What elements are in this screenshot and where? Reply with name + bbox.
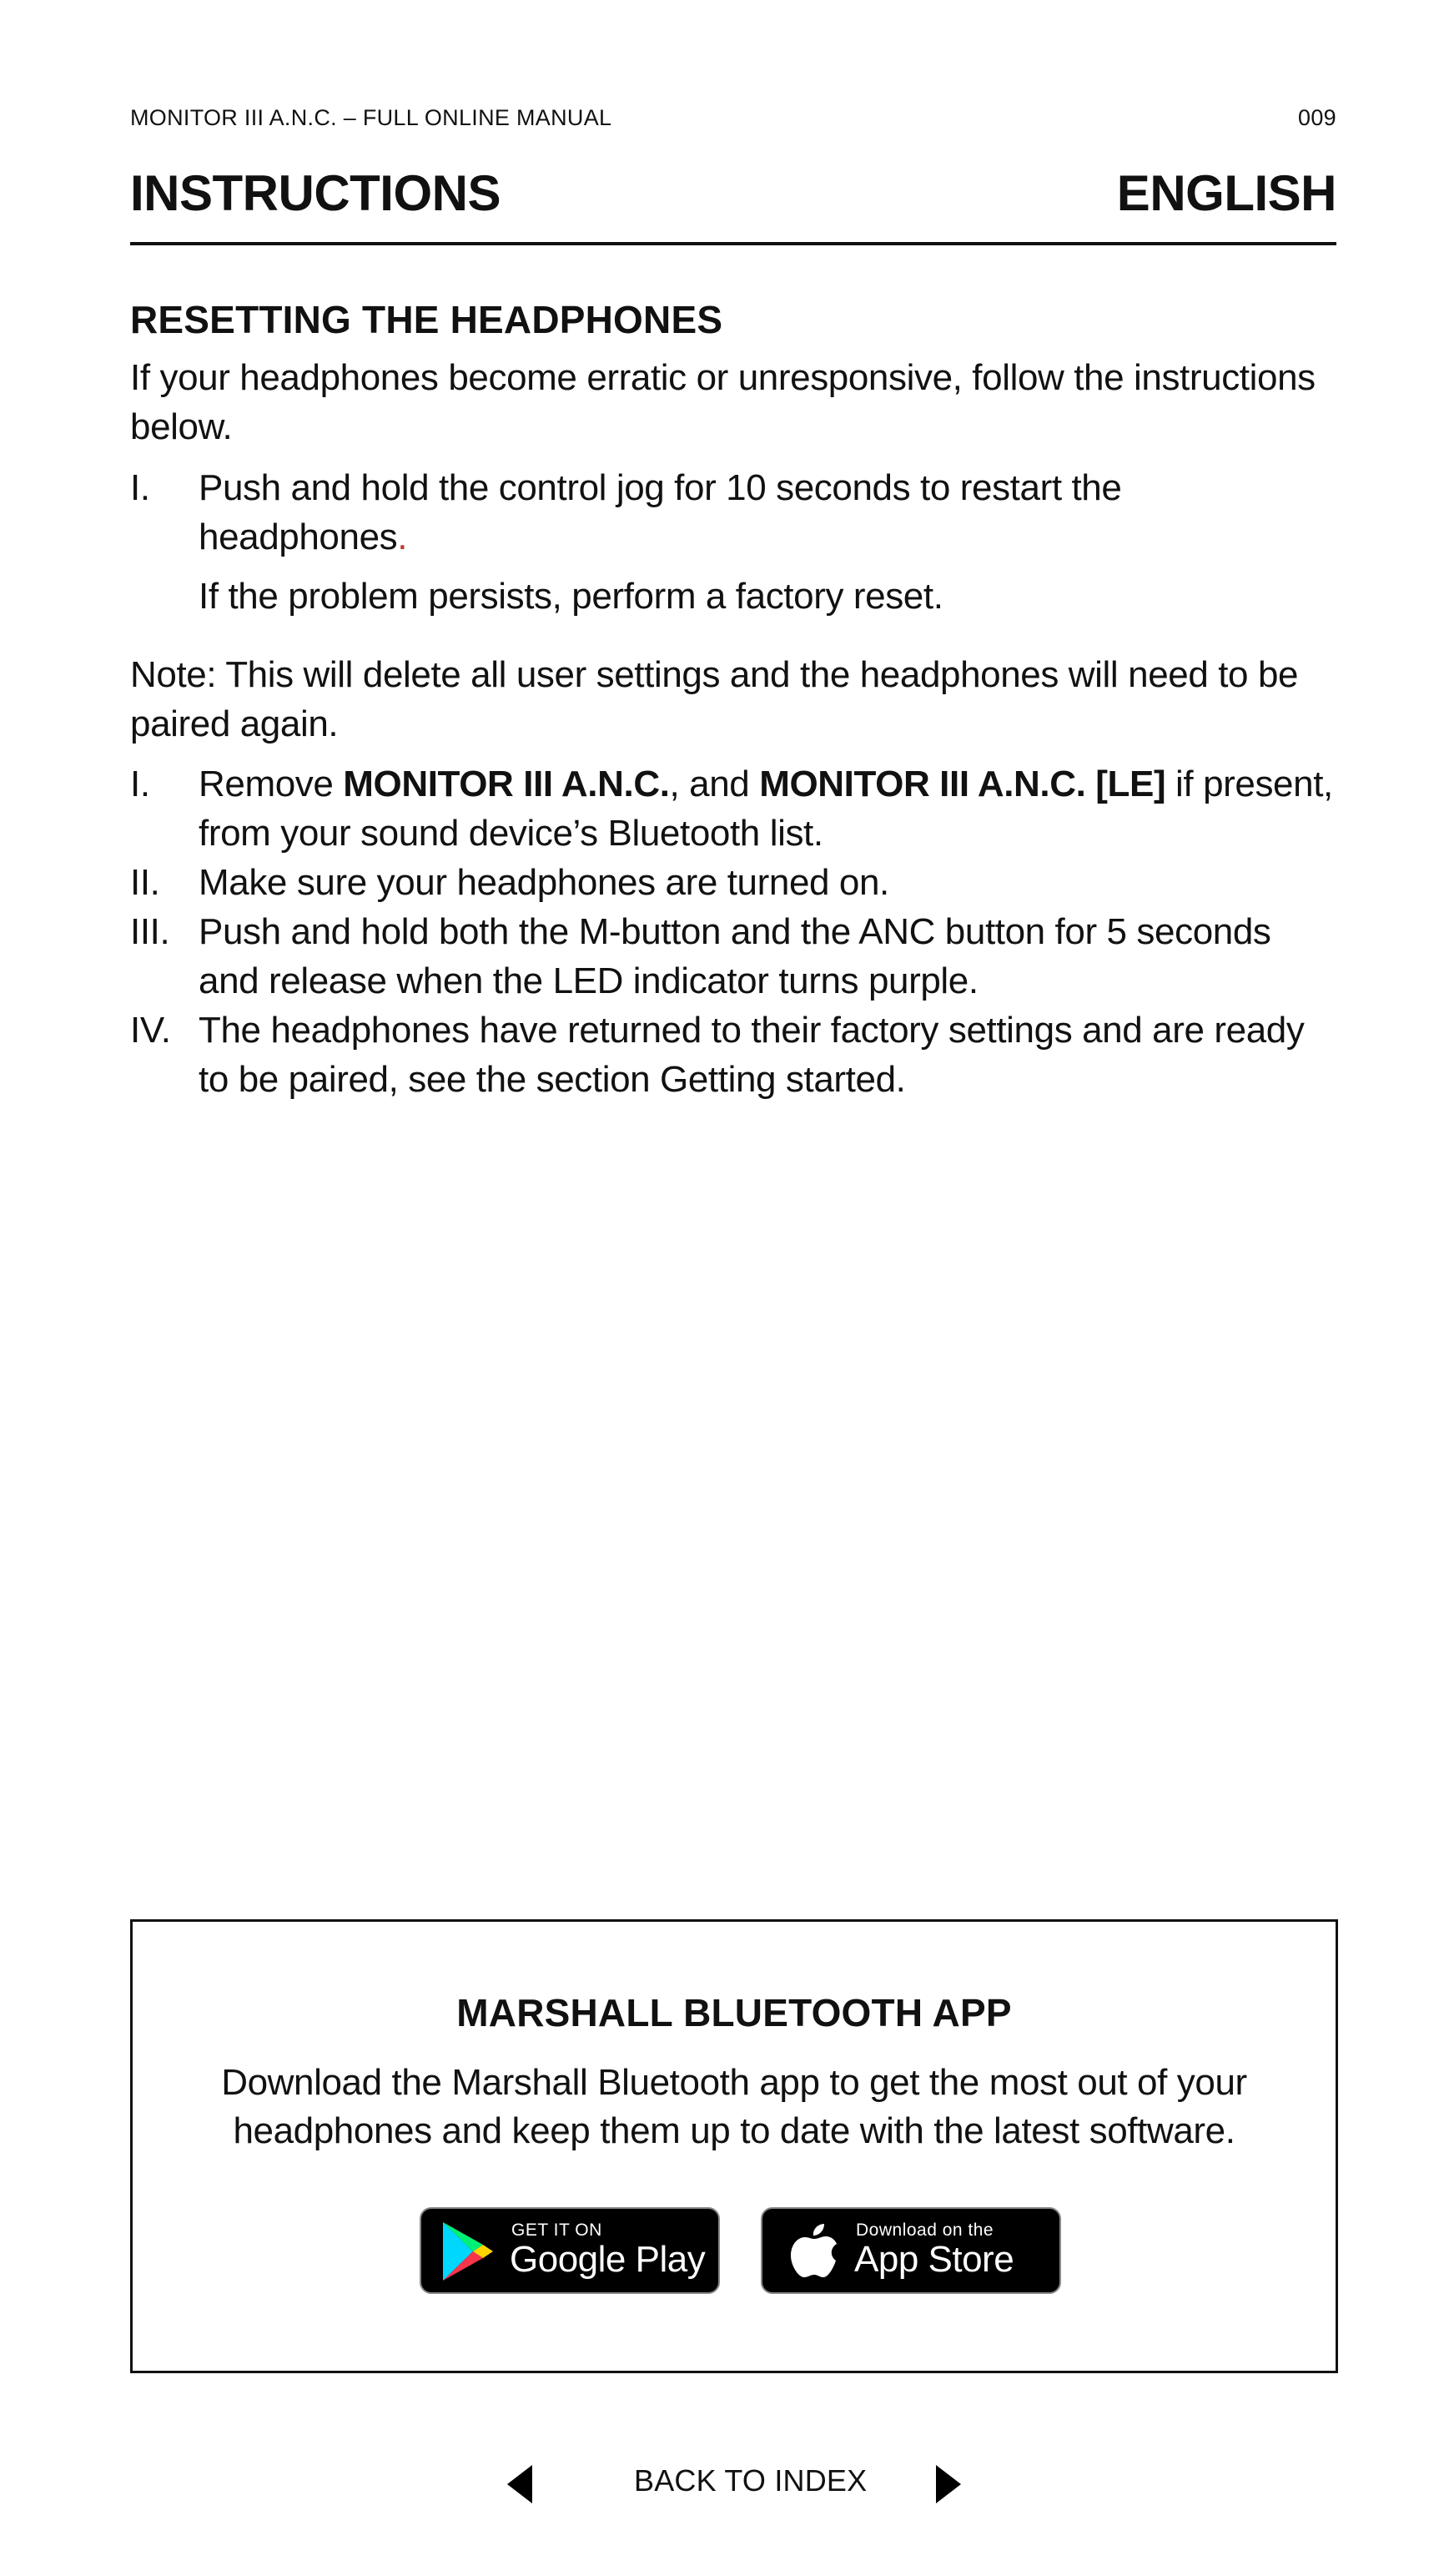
top-line [130,105,1336,131]
list-item [130,463,1336,562]
list-number: IV. [130,1010,171,1051]
apple-badge-big-text: App Store [854,2239,1014,2280]
page-number: 009 [1298,105,1336,130]
triangle-right-icon[interactable] [931,2463,964,2505]
reset-steps-list [130,759,1336,1104]
app-store-button[interactable] [761,2207,1061,2294]
google-play-icon [440,2221,496,2282]
apple-badge-small-text: Download on the [856,2221,994,2240]
header-instructions: INSTRUCTIONS [130,165,501,221]
list-text: Push and hold both the M-button and the ANC button for 5 seconds and release when the LED indicator turns purple. [199,911,1271,1001]
list-number: I. [130,764,150,804]
manual-title: MONITOR III A.N.C. – FULL ONLINE MANUAL [130,105,612,130]
list-text: Make sure your headphones are turned on. [199,862,889,903]
note-text: Note: This will delete all user settings and the headphones will need to be paired again. [130,654,1299,744]
product-name-le-bold: MONITOR III A.N.C. [LE] [759,764,1166,804]
product-name-bold: MONITOR III A.N.C. [343,764,670,804]
list-text: The headphones have returned to their factory settings and are ready to be paired, see the section Getting started. [199,1010,1305,1100]
list-item [130,858,1336,907]
apple-icon [787,2221,841,2282]
list-item [130,759,1336,858]
list-number: II. [130,862,160,903]
section-title: RESETTING THE HEADPHONES [130,298,723,341]
list-text: Push and hold the control jog for 10 seconds to restart the headphones. [199,467,1122,557]
app-promo-box [130,1919,1338,2373]
google-badge-big-text: Google Play [510,2239,706,2280]
google-badge-small-text: GET IT ON [511,2221,602,2240]
list-item [130,1006,1336,1104]
intro-text: If your headphones become erratic or unresponsive, follow the instructions below. [130,357,1316,447]
section-content [130,353,1336,1104]
triangle-left-icon[interactable] [504,2463,537,2505]
footer-navigation [130,2453,1336,2503]
google-play-button[interactable] [420,2207,720,2294]
restart-list [130,463,1336,562]
manual-page [130,0,1336,2576]
list-text: Remove MONITOR III A.N.C., and MONITOR III A.N.C. [LE] if present, from your sound device’s Bluetooth list. [199,764,1333,854]
persist-text: If the problem persists, perform a factory reset. [199,576,943,617]
app-box-description: Download the Marshall Bluetooth app to get the most out of your headphones and keep them up to date with the latest software. [221,2062,1247,2151]
app-box-title: MARSHALL BLUETOOTH APP [456,1991,1012,2034]
list-item [130,907,1336,1006]
page-header [130,164,1336,245]
list-number: I. [130,467,150,508]
header-language: ENGLISH [1116,165,1336,221]
list-number: III. [130,911,170,952]
back-to-index-link[interactable]: BACK TO INDEX [634,2463,868,2498]
